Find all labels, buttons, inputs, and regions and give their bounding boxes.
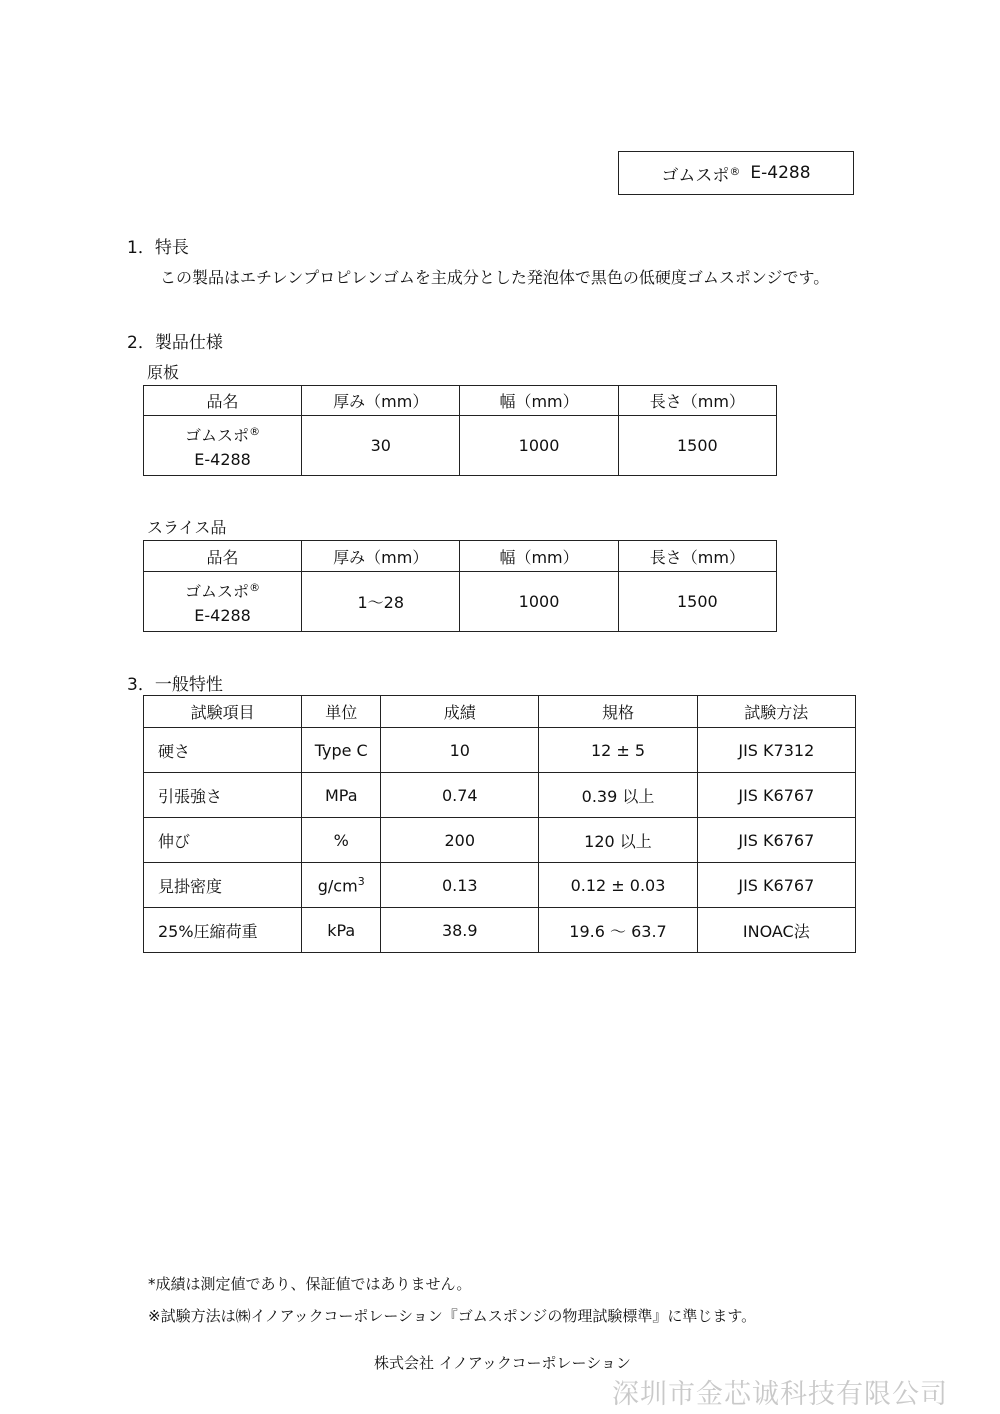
header-cell: 成績	[381, 696, 539, 728]
spec-cell: 0.12 ± 0.03	[539, 863, 697, 908]
method-cell: JIS K7312	[697, 728, 855, 773]
unit-cell: MPa	[302, 773, 381, 818]
method-cell: JIS K6767	[697, 863, 855, 908]
spec-cell: 0.39 以上	[539, 773, 697, 818]
unit-cell: $g/cm^3$	[302, 863, 381, 908]
features-text: この製品はエチレンプロピレンゴムを主成分とした発泡体で黒色の低硬度ゴムスポンジです。	[160, 268, 830, 287]
result-cell: 38.9	[381, 908, 539, 953]
slice-table	[143, 540, 777, 632]
thickness-cell: 1～28	[302, 572, 460, 632]
spec-cell: 120 以上	[539, 818, 697, 863]
table-row	[144, 863, 856, 908]
product-title-box	[618, 151, 854, 195]
item-cell: 硬さ	[144, 728, 302, 773]
header-cell: 幅（mm）	[460, 541, 618, 572]
unit-cell: kPa	[302, 908, 381, 953]
section-heading-specs: 2．製品仕様	[127, 333, 223, 353]
note-measured-values: *成績は測定値であり、保証値ではありません。	[148, 1275, 472, 1293]
width-cell: 1000	[460, 572, 618, 632]
unit-cell: %	[302, 818, 381, 863]
header-cell: 品名	[144, 386, 302, 416]
length-cell: 1500	[618, 416, 776, 476]
header-cell: 厚み（mm）	[302, 541, 460, 572]
spec-cell: 12 ± 5	[539, 728, 697, 773]
item-cell: 伸び	[144, 818, 302, 863]
spec-cell: 19.6 ～ 63.7	[539, 908, 697, 953]
table-row	[144, 728, 856, 773]
table-row	[144, 773, 856, 818]
header-cell: 品名	[144, 541, 302, 572]
header-cell: 試験項目	[144, 696, 302, 728]
header-cell: 幅（mm）	[460, 386, 618, 416]
section-heading-features: 1．特長	[127, 238, 189, 258]
result-cell: 0.13	[381, 863, 539, 908]
result-cell: 0.74	[381, 773, 539, 818]
item-cell: 見掛密度	[144, 863, 302, 908]
header-cell: 長さ（mm）	[618, 386, 776, 416]
properties-table	[143, 695, 856, 953]
product-brand: ゴムスポ®	[661, 164, 741, 186]
table-row	[144, 818, 856, 863]
header-cell: 単位	[302, 696, 381, 728]
method-cell: JIS K6767	[697, 818, 855, 863]
item-cell: 引張強さ	[144, 773, 302, 818]
header-cell: 規格	[539, 696, 697, 728]
product-name-cell: ゴムスポ® E-4288	[144, 416, 302, 476]
company-name: 株式会社 イノアックコーポレーション	[374, 1354, 631, 1372]
watermark: 深圳市金芯诚科技有限公司	[612, 1379, 948, 1410]
product-code: E-4288	[750, 163, 811, 183]
section-heading-properties: 3．一般特性	[127, 675, 223, 695]
product-name-cell: ゴムスポ® E-4288	[144, 572, 302, 632]
header-cell: 厚み（mm）	[302, 386, 460, 416]
width-cell: 1000	[460, 416, 618, 476]
slice-label: スライス品	[147, 518, 227, 537]
note-test-method: ※試験方法は㈱イノアックコーポレーション『ゴムスポンジの物理試験標準』に準じます。	[148, 1307, 757, 1325]
header-cell: 長さ（mm）	[618, 541, 776, 572]
method-cell: INOAC法	[697, 908, 855, 953]
method-cell: JIS K6767	[697, 773, 855, 818]
header-cell: 試験方法	[697, 696, 855, 728]
unit-cell: Type C	[302, 728, 381, 773]
thickness-cell: 30	[302, 416, 460, 476]
item-cell: 25%圧縮荷重	[144, 908, 302, 953]
result-cell: 10	[381, 728, 539, 773]
raw-sheet-table	[143, 385, 777, 476]
length-cell: 1500	[618, 572, 776, 632]
table-row	[144, 908, 856, 953]
result-cell: 200	[381, 818, 539, 863]
raw-sheet-label: 原板	[147, 363, 180, 382]
